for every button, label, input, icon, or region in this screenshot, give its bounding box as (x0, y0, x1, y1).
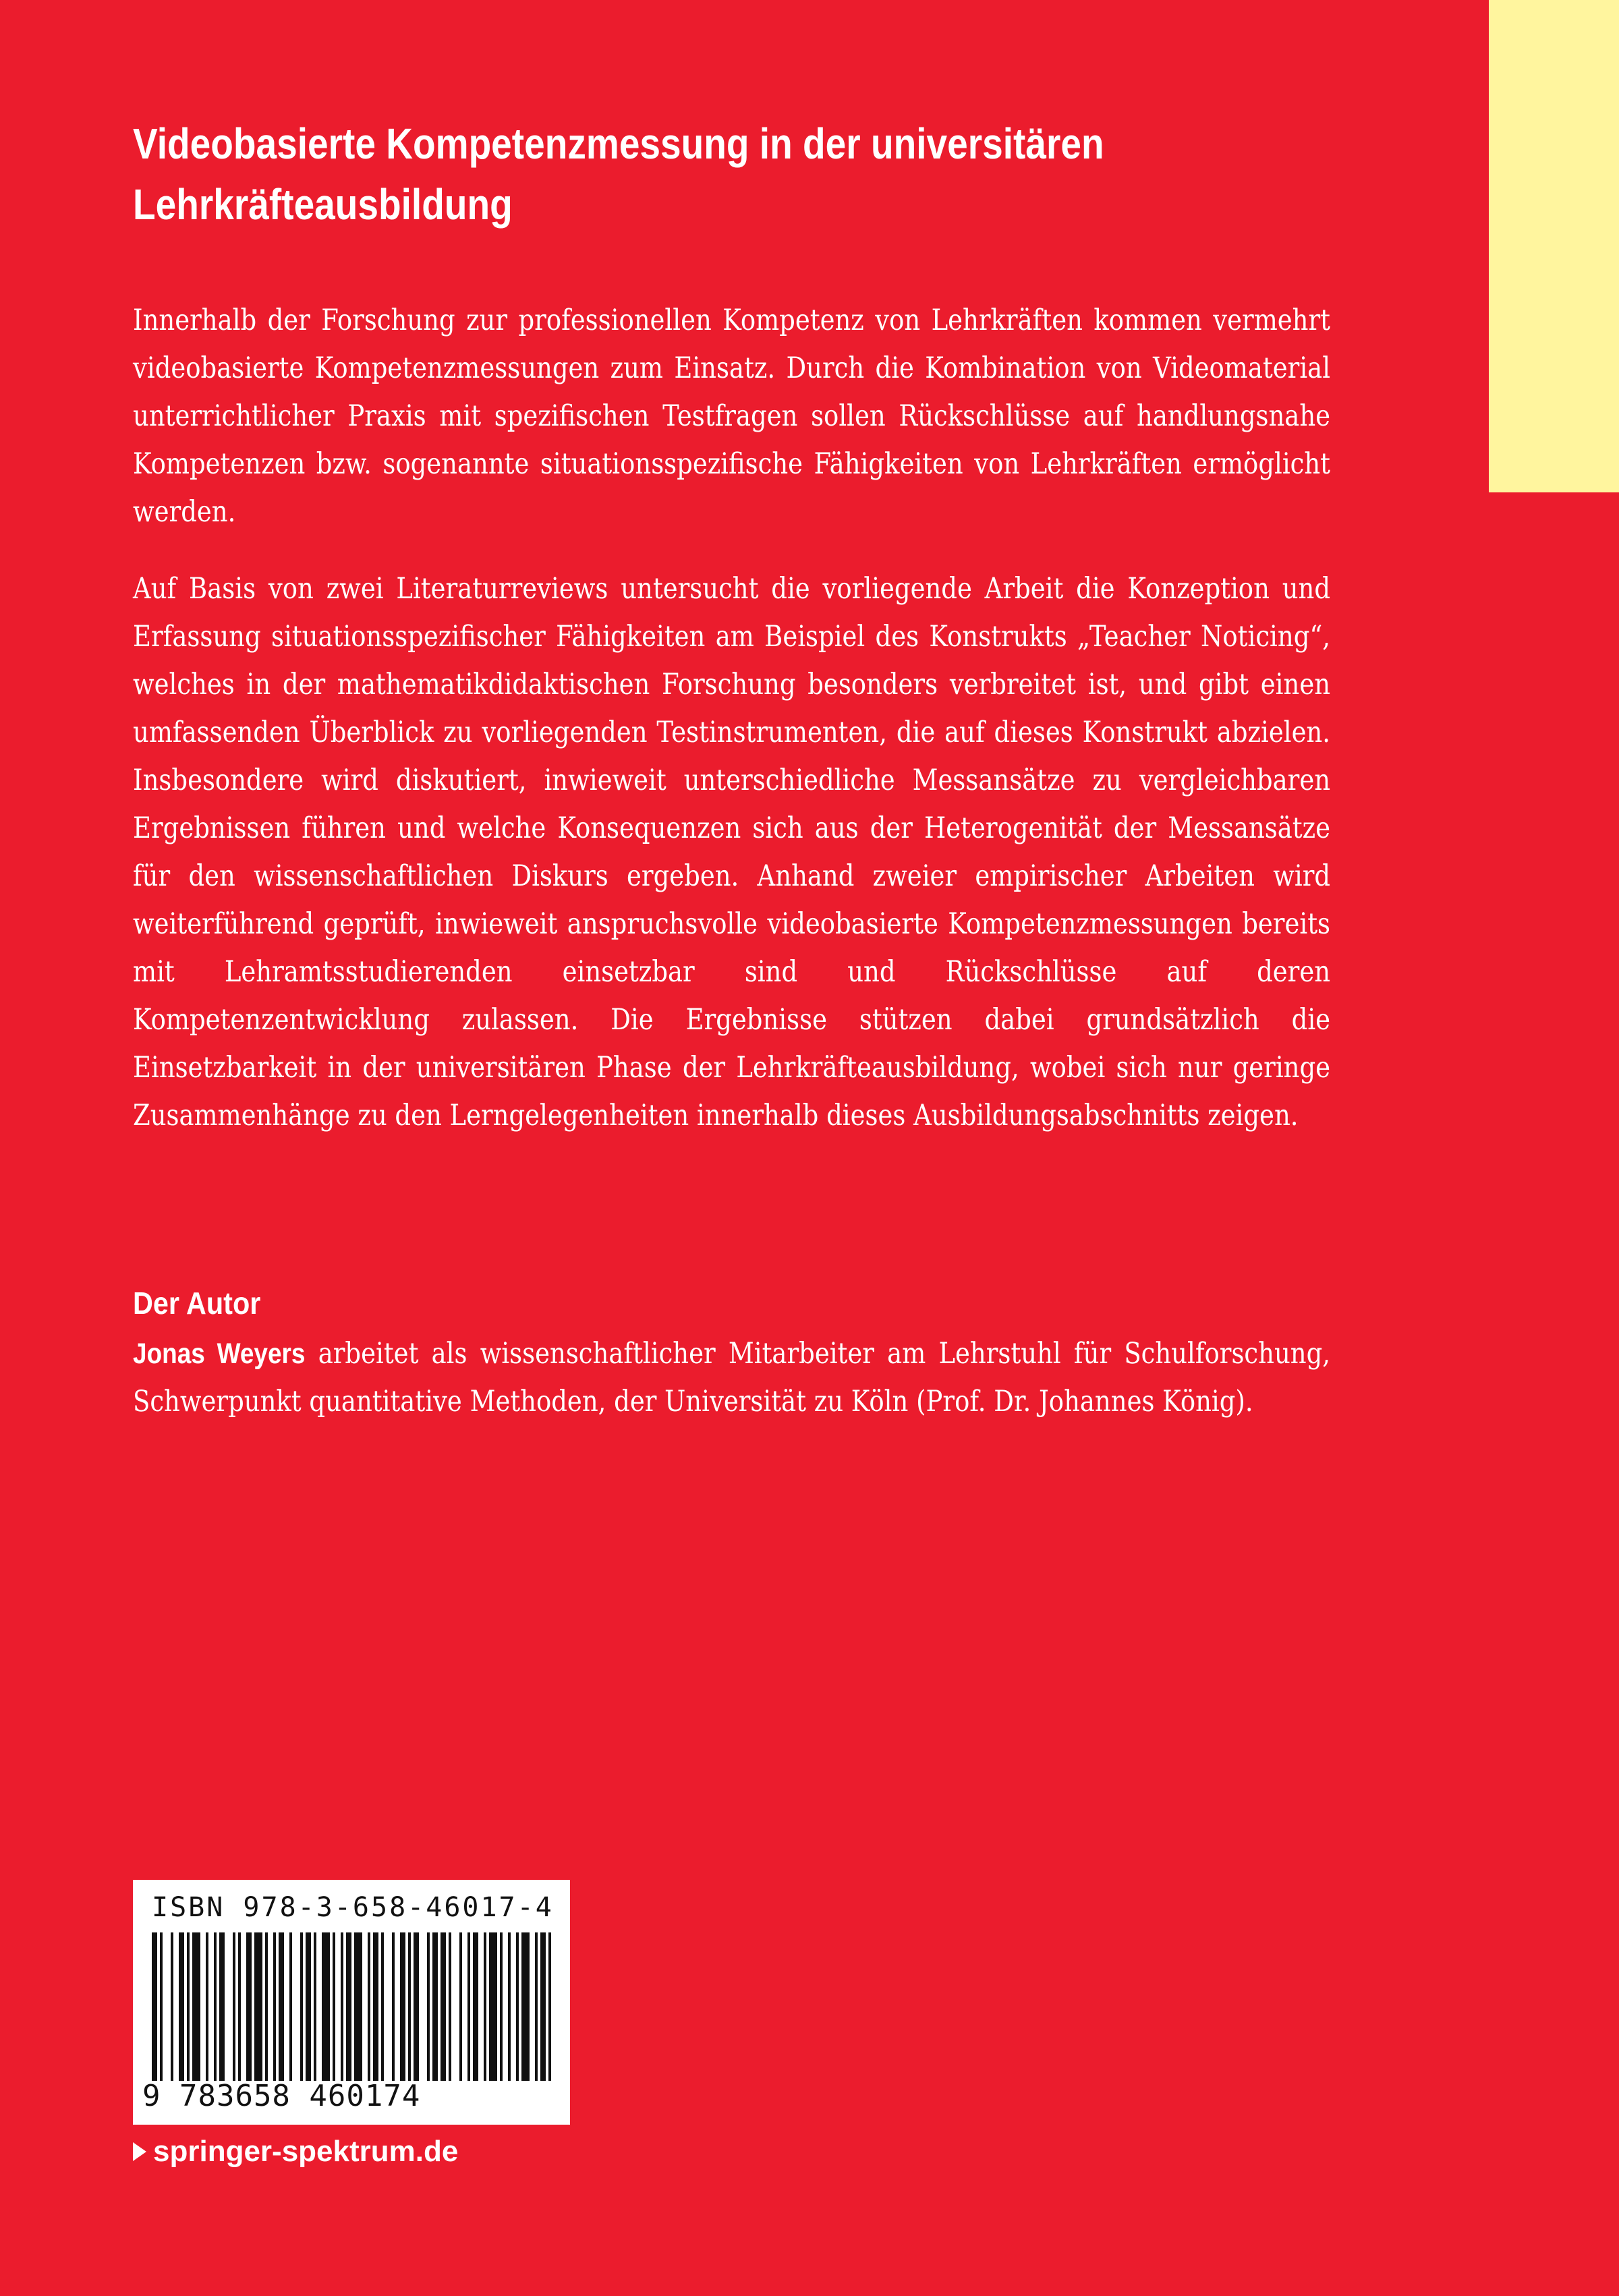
barcode-bar (408, 1932, 411, 2081)
barcode-bar (467, 1932, 470, 2081)
barcode-bar (265, 1932, 268, 2081)
barcode-bar (322, 1932, 330, 2081)
barcode-bar (333, 1932, 335, 2081)
barcode-bar (508, 1932, 511, 2081)
barcode-bar (516, 1932, 519, 2081)
barcode-bar (152, 1932, 157, 2081)
barcode-bar (368, 1932, 370, 2081)
description-paragraph-2: Auf Basis von zwei Literaturreviews untersucht die vorliegende Arbeit die Konzeption und Erfassung situationsspezifischer Fähigkeiten am Beispiel des Konstrukts „Teacher Noticing“, welches in der mathematikdidaktischen Forschung besonders verbreitet ist, und gibt einen umfassenden Überblick zu vorliegenden Testinstrumenten, die auf dieses Konstrukt abzielen. Insbesondere wird diskutiert, inwieweit unterschiedliche Messansätze zu vergleichbaren Ergebnissen führen und welche Konsequenzen sich aus der Heterogenität der Messansätze für den wissenschaftlichen Diskurs ergeben. Anhand zweier empirischer Arbeiten wird weiterführend geprüft, inwieweit anspruchsvolle videobasierte Kompetenzmessungen bereits mit Lehramtsstudierenden einsetzbar sind und Rückschlüsse auf deren Kompetenzentwicklung zulassen. Die Ergebnisse stützen dabei grundsätzlich die Einsetzbarkeit in der universitären Phase der Lehrkräfteausbildung, wobei sich nur geringe Zusammenhänge zu den Lerngelegenheiten innerhalb dieses Ausbildungsabschnitts zeigen. (133, 572, 1331, 1132)
barcode-bar (381, 1932, 384, 2081)
yellow-accent-strip (1489, 0, 1619, 492)
barcode-bar (400, 1932, 405, 2081)
barcode-bar (441, 1932, 446, 2081)
barcode-bar (548, 1932, 551, 2081)
barcode-bar (279, 1932, 284, 2081)
barcode-bar (192, 1932, 200, 2081)
barcode-bar (187, 1932, 190, 2081)
barcode-bar (289, 1932, 292, 2081)
barcode-bar (500, 1932, 503, 2081)
author-name: Jonas Weyers (133, 1338, 306, 1370)
barcode-bar (432, 1932, 438, 2081)
barcode-bar (449, 1932, 451, 2081)
barcode-bar (246, 1932, 252, 2081)
title-line-1: Videobasierte Kompetenzmessung in der universitären (133, 119, 1104, 168)
barcode-bar (354, 1932, 362, 2081)
barcode-bar (392, 1932, 395, 2081)
isbn-label: ISBN 978-3-658-46017-4 (152, 1892, 554, 1923)
barcode-bar (214, 1932, 217, 2081)
author-heading: Der Autor (133, 1286, 261, 1321)
barcode-bar (160, 1932, 163, 2081)
isbn-barcode (133, 1880, 570, 2125)
barcode-bar (521, 1932, 530, 2081)
barcode-bar (489, 1932, 497, 2081)
barcode-bar (346, 1932, 351, 2081)
barcode-bar (179, 1932, 184, 2081)
book-title (133, 113, 1235, 235)
ean-digits: 9 783658 460174 (142, 2079, 421, 2113)
author-bio (133, 1330, 1330, 1426)
barcode-bar (254, 1932, 262, 2081)
barcode-bar (540, 1932, 546, 2081)
author-bio-text: arbeitet als wissenschaftlicher Mitarbeiter am Lehrstuhl für Schulforschung, Schwerpunkt quantitative Methoden, der Universität zu Köln (Prof. Dr. Johannes König). (133, 1337, 1331, 1418)
publisher-website[interactable] (133, 2133, 458, 2171)
barcode-bar (238, 1932, 241, 2081)
barcode-bar (314, 1932, 316, 2081)
barcode-bar (484, 1932, 486, 2081)
barcode-bar (341, 1932, 343, 2081)
barcode-bar (473, 1932, 478, 2081)
barcode-bar (219, 1932, 225, 2081)
barcode-bar (459, 1932, 462, 2081)
barcode-bar (373, 1932, 378, 2081)
arrow-right-icon (133, 2142, 146, 2161)
barcode-bar (427, 1932, 430, 2081)
barcode-bar (300, 1932, 303, 2081)
barcode-bar (414, 1932, 419, 2081)
barcode-bar (273, 1932, 276, 2081)
barcode-bars (152, 1932, 557, 2081)
barcode-bar (206, 1932, 208, 2081)
barcode-bar (535, 1932, 538, 2081)
barcode-bar (306, 1932, 311, 2081)
barcode-bar (171, 1932, 173, 2081)
description-paragraph-1: Innerhalb der Forschung zur professionellen Kompetenz von Lehrkräften kommen vermehrt videobasierte Kompetenzmessungen zum Einsatz. Durch die Kombination von Videomaterial unterrichtlicher Praxis mit spezifischen Testfragen sollen Rückschlüsse auf handlungsnahe Kompetenzen bzw. sogenannte situationsspezifische Fähigkeiten von Lehrkräften ermöglicht werden. (133, 304, 1331, 529)
website-label: springer-spektrum.de (153, 2135, 459, 2168)
barcode-bar (233, 1932, 235, 2081)
title-line-2: Lehrkräfteausbildung (133, 180, 513, 229)
